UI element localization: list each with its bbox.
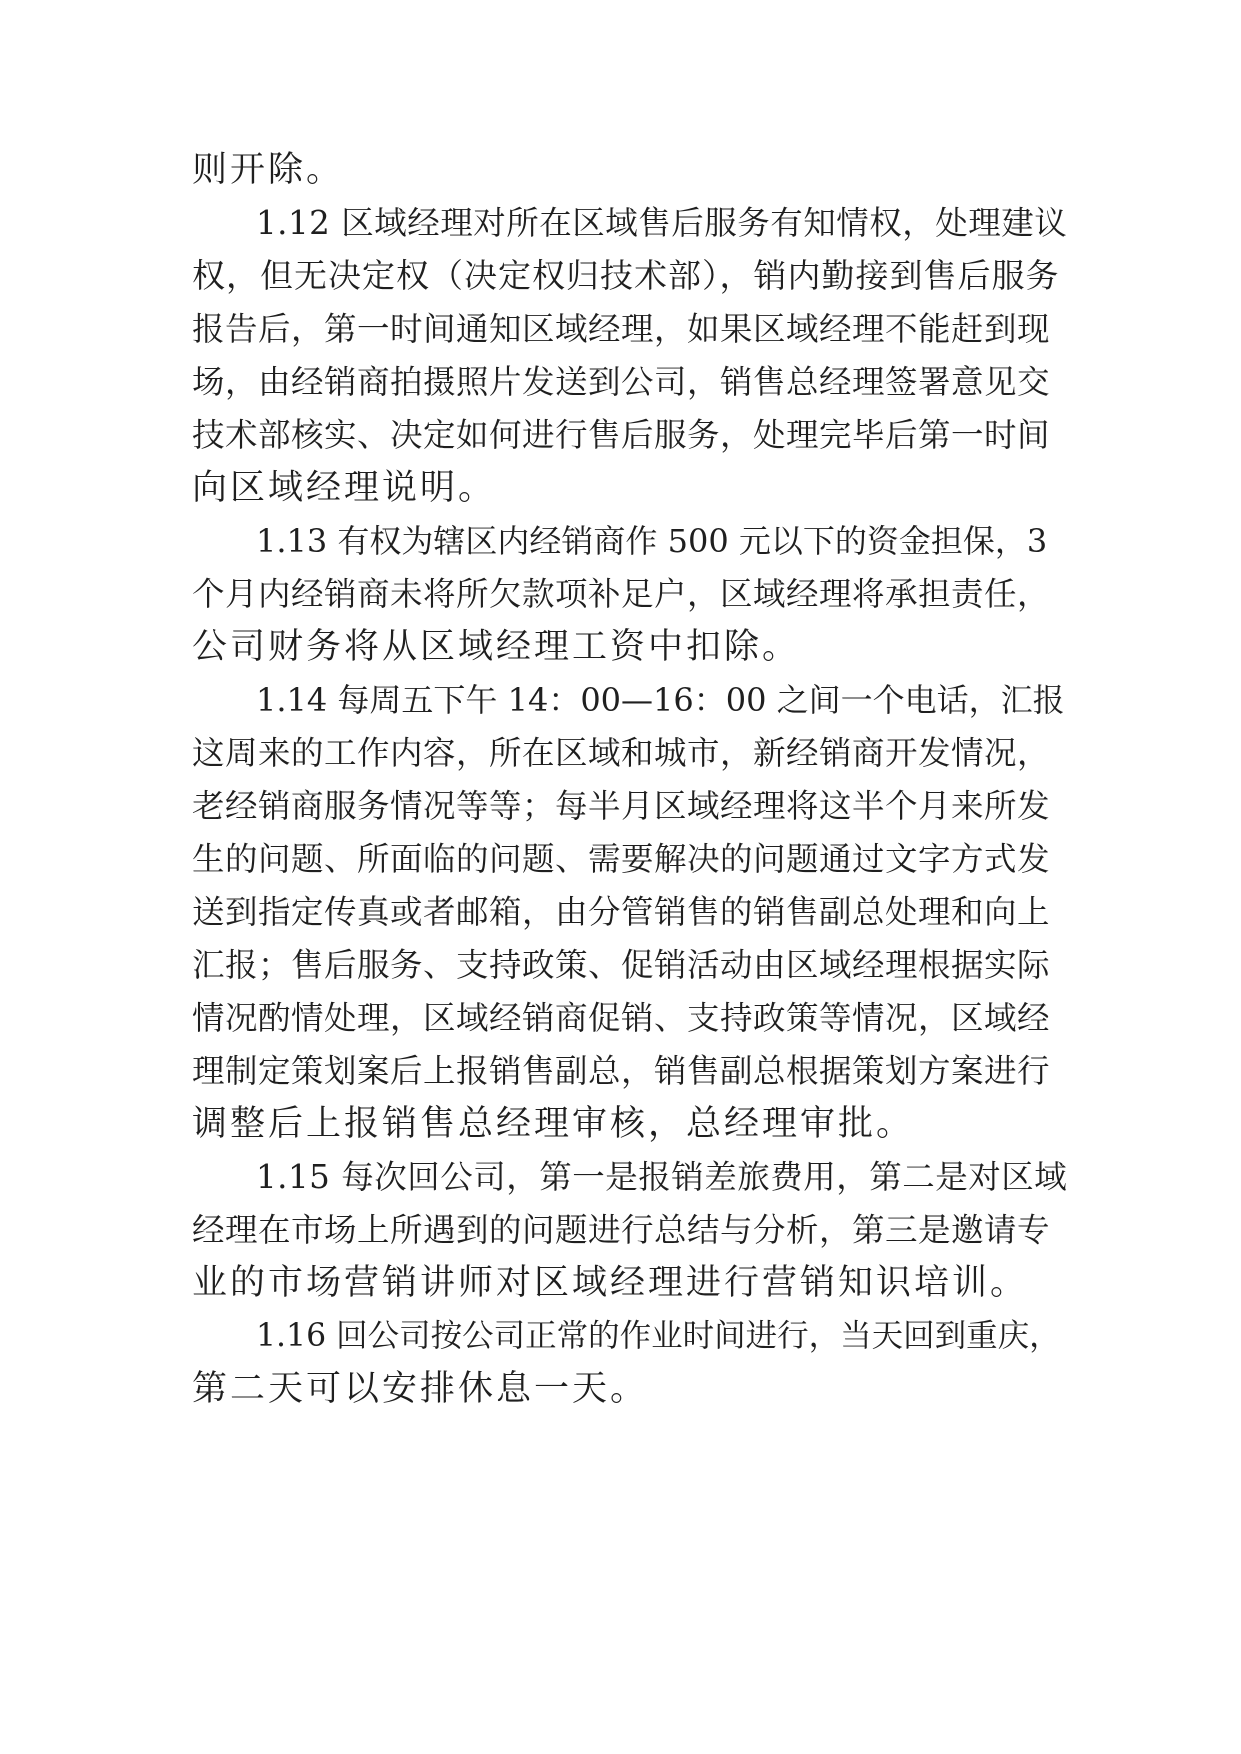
paragraph-first-line: 1.14 每周五下午 14：00—16：00 之间一个电话，汇报 (256, 681, 1065, 719)
text-line: 个月内经销商未将所欠款项补足户，区域经理将承担责任， (192, 575, 1051, 613)
text-line: 汇报；售后服务、支持政策、促销活动由区域经理根据实际 (192, 946, 1051, 984)
text-line: 送到指定传真或者邮箱，由分管销售的销售副总处理和向上 (192, 893, 1051, 931)
text-line: 向区域经理说明。 (192, 468, 497, 508)
paragraph-first-line: 1.16 回公司按公司正常的作业时间进行，当天回到重庆， (256, 1318, 1061, 1354)
text-line: 调整后上报销售总经理审核，总经理审批。 (192, 1104, 915, 1144)
text-line: 老经销商服务情况等等；每半月区域经理将这半个月来所发 (192, 787, 1051, 825)
text-line: 报告后，第一时间通知区域经理，如果区域经理不能赶到现 (192, 310, 1051, 348)
text-line: 这周来的工作内容，所在区域和城市，新经销商开发情况， (192, 734, 1051, 772)
paragraph-first-line: 1.12 区域经理对所在区域售后服务有知情权，处理建议 (256, 204, 1068, 242)
text-line: 情况酌情处理，区域经销商促销、支持政策等情况，区域经 (192, 999, 1051, 1037)
paragraph-first-line: 1.15 每次回公司，第一是报销差旅费用，第二是对区域 (256, 1158, 1068, 1196)
text-line: 技术部核实、决定如何进行售后服务，处理完毕后第一时间 (192, 416, 1051, 454)
text-line: 经理在市场上所遇到的问题进行总结与分析，第三是邀请专 (192, 1211, 1051, 1249)
paragraph-first-line: 1.13 有权为辖区内经销商作 500 元以下的资金担保，3 (256, 522, 1048, 560)
text-line: 场，由经销商拍摄照片发送到公司，销售总经理签署意见交 (192, 363, 1051, 401)
text-line: 业的市场营销讲师对区域经理进行营销知识培训。 (192, 1263, 1029, 1303)
text-line: 第二天可以安排休息一天。 (192, 1369, 649, 1409)
text-line: 理制定策划案后上报销售副总，销售副总根据策划方案进行 (192, 1052, 1051, 1090)
text-line: 权，但无决定权（决定权归技术部），销内勤接到售后服务 (192, 256, 1060, 295)
text-line: 公司财务将从区域经理工资中扣除。 (192, 627, 801, 667)
text-line: 生的问题、所面临的问题、需要解决的问题通过文字方式发 (192, 840, 1051, 878)
text-line: 则开除。 (192, 150, 345, 190)
